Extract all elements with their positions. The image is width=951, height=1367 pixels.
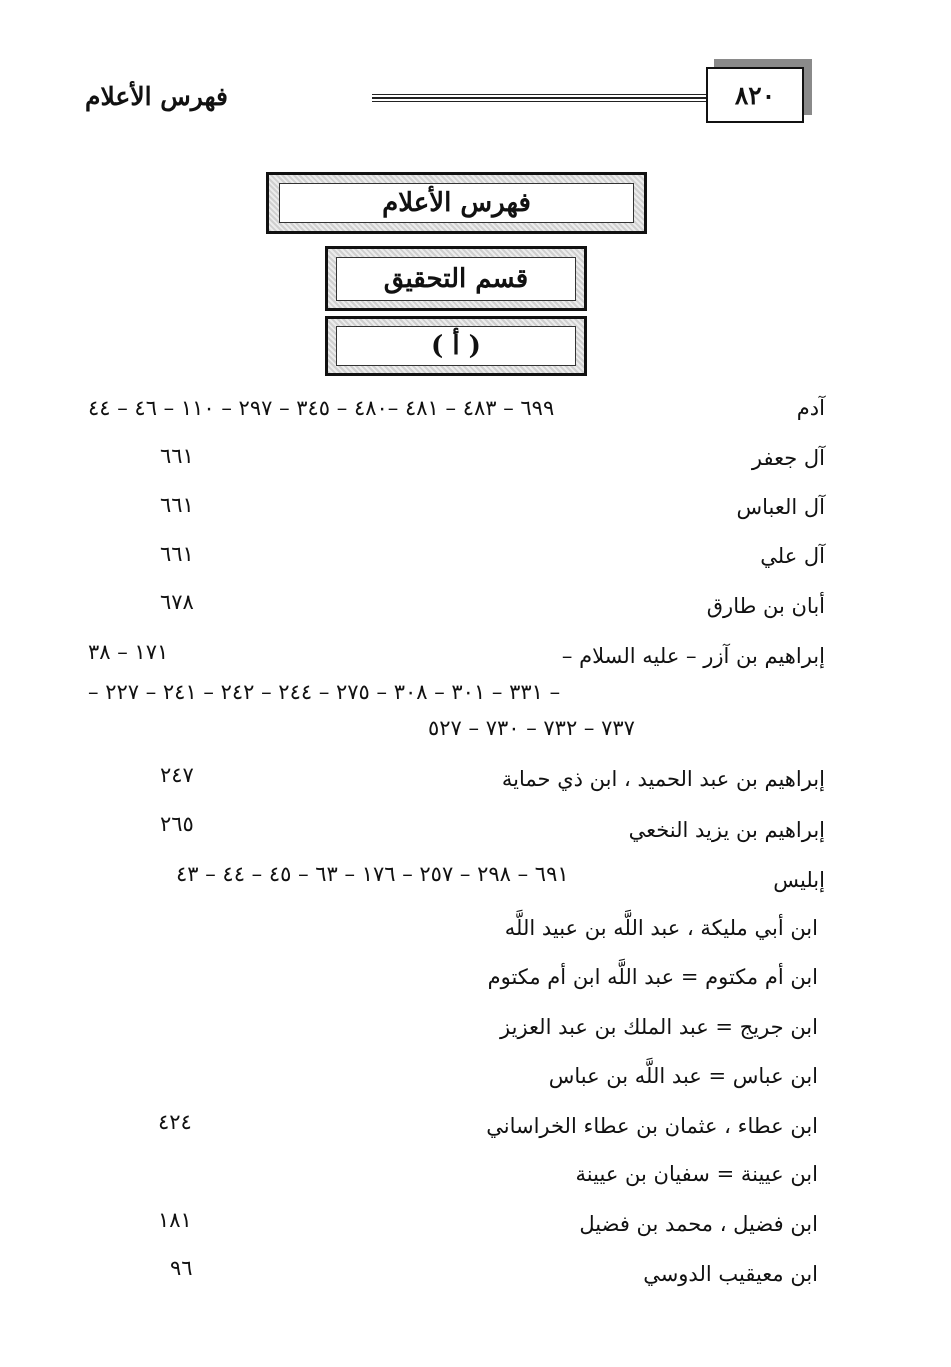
entry-name: إبراهيم بن آزر – عليه السلام – — [561, 644, 825, 668]
header-rule-line — [372, 101, 706, 102]
entry-pages: ٦٩١ – ٢٩٨ – ٢٥٧ – ١٧٦ – ٦٣ – ٤٥ – ٤٤ – ٤٣ — [176, 862, 569, 886]
entry-pages: ٤٢٤ — [158, 1110, 192, 1134]
entry-pages: ٦٦١ — [160, 444, 194, 468]
letter-heading-frame — [325, 316, 587, 376]
entry-pages: ٢٦٥ — [160, 812, 194, 836]
entry-pages: ١٨١ — [158, 1208, 192, 1232]
page-number: ٨٢٠ — [734, 80, 776, 110]
header-rule-line — [372, 97, 706, 99]
entry-name: ابن فضيل ، محمد بن فضيل — [579, 1212, 818, 1236]
entry-name: آدم — [796, 396, 825, 420]
entry-name: ابن أم مكتوم = عبد اللَّه ابن أم مكتوم — [487, 965, 818, 989]
entry-pages: ٦٧٨ — [160, 590, 194, 614]
section-title: قسم التحقيق — [336, 257, 576, 301]
entry-name: ابن جريج = عبد الملك بن عبد العزيز — [500, 1015, 818, 1039]
entry-pages: ٦٩٩ – ٤٨٣ – ٤٨١ –٤٨٠ – ٣٤٥ – ٢٩٧ – ١١٠ – ٤٦ – ٤٤ — [88, 396, 555, 420]
letter-heading: ( أ ) — [336, 326, 576, 366]
entry-name: أبان بن طارق — [706, 594, 825, 618]
entry-name: آل علي — [760, 544, 825, 568]
header-rule-line — [372, 94, 706, 95]
entry-name: ابن أبي مليكة ، عبد اللَّه بن عبيد اللَّه — [504, 916, 818, 940]
entry-pages: ٩٦ — [170, 1256, 193, 1280]
entry-name: ابن عيينة = سفيان بن عيينة — [575, 1162, 818, 1186]
entry-pages: ٦٦١ — [160, 542, 194, 566]
entry-name: ابن عباس = عبد اللَّه بن عباس — [548, 1064, 818, 1088]
index-title: فهرس الأعلام — [279, 183, 634, 223]
entry-name: إبراهيم بن عبد الحميد ، ابن ذي حماية — [501, 767, 825, 791]
section-title-frame — [325, 246, 587, 311]
page-number-box — [706, 67, 804, 123]
entry-pages-continuation: – ٣٣١ – ٣٠١ – ٣٠٨ – ٢٧٥ – ٢٤٤ – ٢٤٢ – ٢٤١ – ٢٢٧ – — [88, 680, 561, 704]
entry-name: آل جعفر — [751, 446, 825, 470]
entry-name: آل العباس — [736, 495, 825, 519]
index-title-frame — [266, 172, 647, 234]
entry-pages-continuation: ٧٣٧ – ٧٣٢ – ٧٣٠ – ٥٢٧ — [428, 716, 635, 740]
running-header-title: فهرس الأعلام — [85, 82, 229, 111]
entry-pages: ٢٤٧ — [160, 763, 194, 787]
entry-name: إبليس — [773, 868, 825, 892]
entry-pages: ١٧١ – ٣٨ — [88, 640, 169, 664]
entry-pages: ٦٦١ — [160, 493, 194, 517]
entry-name: إبراهيم بن يزيد النخعي — [628, 818, 825, 842]
entry-name: ابن معيقيب الدوسي — [643, 1262, 818, 1286]
entry-name: ابن عطاء ، عثمان بن عطاء الخراساني — [486, 1114, 818, 1138]
